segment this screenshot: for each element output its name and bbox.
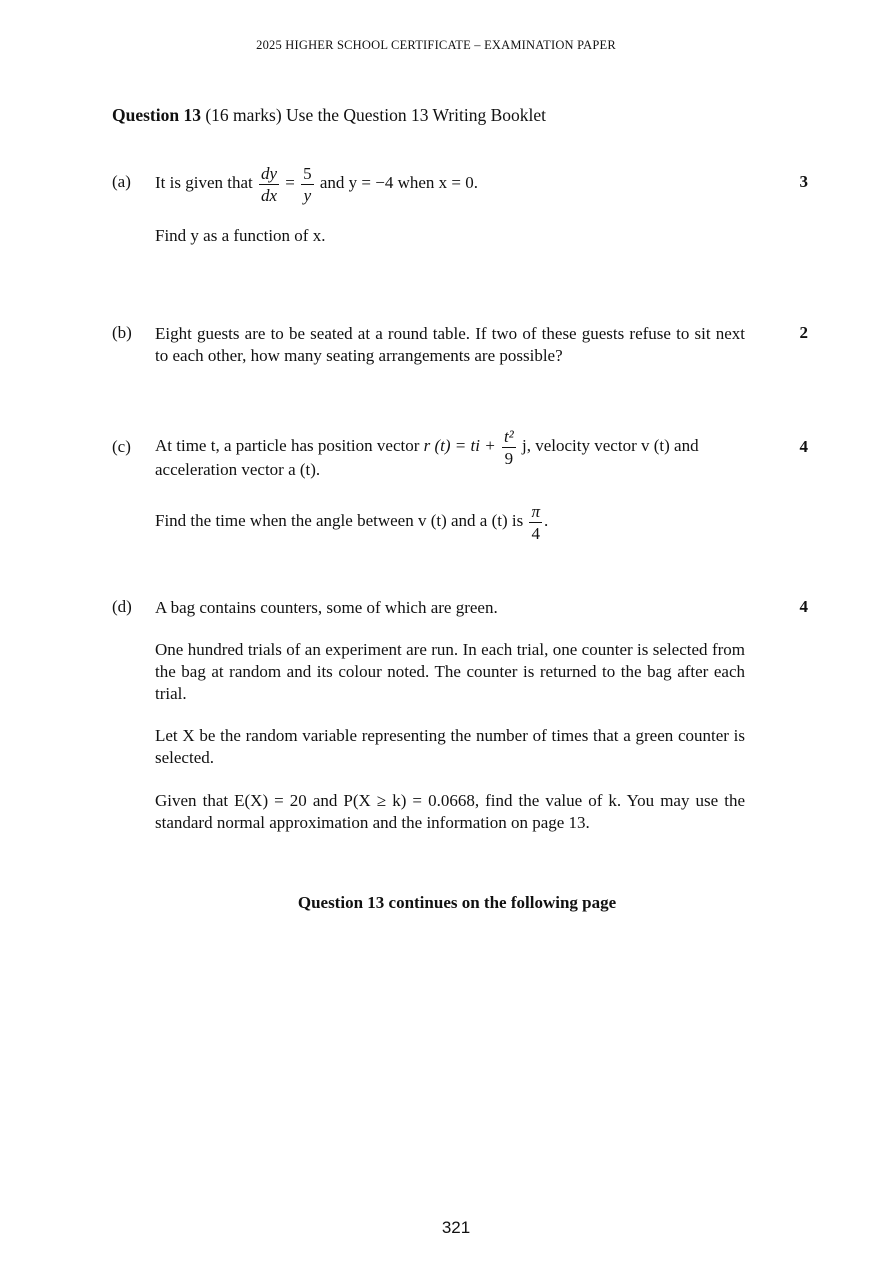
part-b-text: Eight guests are to be seated at a round table. If two of these guests refuse to sit next to each other, how many seating arrangements are possible?	[155, 324, 745, 365]
frac-denominator: y	[303, 185, 312, 205]
part-b-marks: 2	[799, 323, 808, 342]
part-b-label: (b)	[112, 323, 132, 342]
part-c-line2: acceleration vector a (t).	[155, 460, 321, 479]
part-c-suffix: j, velocity vector v (t) and	[522, 436, 699, 455]
dy-dx-fraction	[259, 165, 279, 204]
question-number: Question 13	[112, 105, 201, 125]
five-over-y-fraction	[301, 165, 314, 204]
part-c-label: (c)	[112, 437, 131, 456]
position-vector-expr: r (t) = ti +	[423, 436, 496, 455]
page-header: 2025 HIGHER SCHOOL CERTIFICATE – EXAMINATION PAPER	[256, 38, 616, 52]
part-c-prefix: At time t, a particle has position vector	[155, 436, 420, 455]
part-d-label: (d)	[112, 597, 132, 616]
part-a-marks: 3	[799, 172, 808, 191]
frac-numerator: t²	[503, 426, 514, 446]
frac-denominator: 9	[504, 448, 514, 468]
part-c-marks: 4	[799, 437, 808, 456]
page-number: 321	[441, 1218, 471, 1237]
frac-numerator: π	[531, 501, 541, 521]
part-c-line3	[155, 498, 745, 544]
part-c-line3-suffix: .	[544, 511, 549, 530]
part-a-line2: Find y as a function of x.	[155, 226, 326, 245]
frac-denominator: 4	[531, 523, 540, 543]
question-title	[112, 105, 546, 126]
part-d-marks: 4	[799, 597, 808, 616]
frac-denominator: dx	[260, 185, 278, 205]
part-a-line1	[155, 160, 745, 206]
part-d-paragraph-3: Let X be the random variable representing the number of times that a green counter is selected.	[155, 726, 745, 767]
part-a-label: (a)	[112, 172, 131, 191]
pi-over-4-fraction	[529, 503, 542, 542]
part-a-prefix: It is given that	[155, 173, 253, 192]
part-d-paragraph-4: Given that E(X) = 20 and P(X ≥ k) = 0.0668, find the value of k. You may use the standard normal approximation and the information on page 13.	[155, 791, 745, 832]
part-d-paragraph-1: A bag contains counters, some of which are green.	[155, 598, 498, 617]
continuation-note: Question 13 continues on the following page	[297, 893, 617, 912]
equals-sign: =	[285, 173, 295, 192]
frac-numerator: 5	[303, 163, 312, 183]
question-subtitle: (16 marks) Use the Question 13 Writing Booklet	[205, 105, 547, 125]
frac-numerator: dy	[260, 163, 278, 183]
part-c-line3-prefix: Find the time when the angle between v (t) and a (t) is	[155, 511, 524, 530]
part-a-suffix: and y = −4 when x = 0.	[319, 173, 479, 192]
part-d-paragraph-2: One hundred trials of an experiment are run. In each trial, one counter is selected from the bag at random and its colour noted. The counter is returned to the bag after each trial.	[155, 640, 745, 703]
